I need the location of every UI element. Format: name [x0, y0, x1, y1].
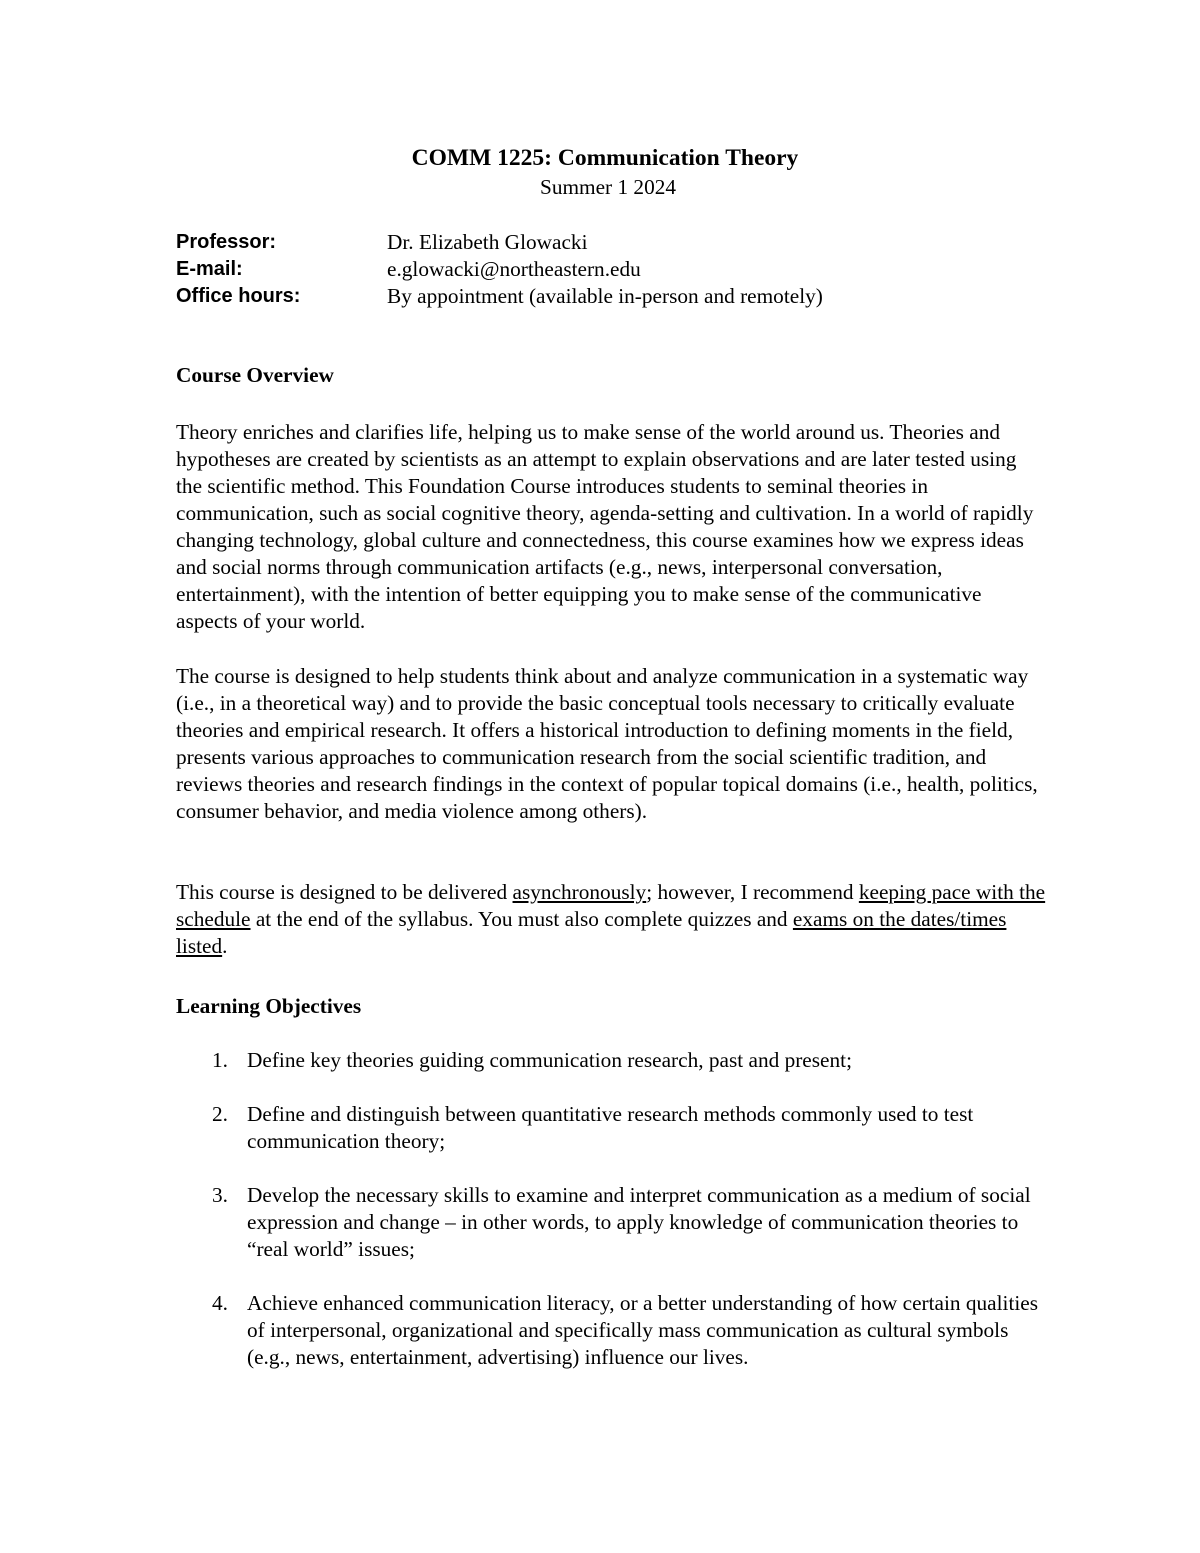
list-item-text: Define and distinguish between quantitative research methods commonly used to test communication theory;	[247, 1102, 974, 1153]
term-subtitle: Summer 1 2024	[539, 175, 677, 199]
email-value: e.glowacki@northeastern.edu	[387, 257, 641, 281]
office-hours-label: Office hours:	[176, 285, 301, 307]
list-item-number: 2.	[212, 1102, 228, 1126]
keeping-pace-underlined: keeping pace with the schedule	[176, 880, 1046, 931]
page-title: COMM 1225: Communication Theory	[411, 145, 799, 171]
para3-text-1: This course is designed to be delivered	[176, 880, 513, 904]
overview-paragraph-1-text: Theory enriches and clarifies life, helping us to make sense of the world around us. Theories and hypotheses are created by scientists as an attempt to explain observations and are later tested using the scientific method. This Foundation Course introduces students to seminal theories in communication, such as social cognitive theory, agenda-setting and cultivation. In a world of rapidly changing technology, global culture and connectedness, this course examines how we express ideas and social norms through communication artifacts (e.g., news, interpersonal conversation, entertainment), with the intention of better equipping you to make sense of the communicative aspects of your world.	[176, 420, 1034, 633]
email-row	[176, 256, 1076, 283]
professor-label: Professor:	[176, 231, 277, 253]
list-item-number: 4.	[212, 1291, 228, 1315]
overview-paragraph-2-text: The course is designed to help students think about and analyze communication in a systematic way (i.e., in a theoretical way) and to provide the basic conceptual tools necessary to critically evaluate theories and empirical research. It offers a historical introduction to defining moments in the field, presents various approaches to communication research from the social scientific tradition, and reviews theories and research findings in the context of popular topical domains (i.e., health, politics, consumer behavior, and media violence among others).	[176, 664, 1038, 823]
asynchronously-underlined: asynchronously	[512, 880, 647, 904]
para3-text-4: .	[222, 934, 228, 958]
para3-text-2: ; however, I recommend	[646, 880, 859, 904]
list-item-text: Develop the necessary skills to examine and interpret communication as a medium of social expression and change – in other words, to apply knowledge of communication theories to “real world” issues;	[247, 1183, 1031, 1261]
overview-paragraph-3	[176, 879, 1046, 960]
list-item-number: 3.	[212, 1183, 228, 1207]
professor-row	[176, 229, 1076, 256]
learning-objectives-heading: Learning Objectives	[176, 994, 362, 1018]
office-hours-row	[176, 283, 1076, 310]
list-item-text: Define key theories guiding communication research, past and present;	[247, 1048, 852, 1072]
para3-text-3: at the end of the syllabus. You must also complete quizzes and	[250, 907, 793, 931]
overview-paragraph-3-text	[176, 879, 1046, 960]
overview-paragraph-1	[176, 419, 1046, 635]
list-item-text: Achieve enhanced communication literacy, or a better understanding of how certain qualities of interpersonal, organizational and specifically mass communication as cultural symbols (e.g., news, entertainment, advertising) influence our lives.	[247, 1291, 1039, 1369]
list-item-number: 1.	[212, 1048, 228, 1072]
email-label: E-mail:	[176, 258, 243, 280]
professor-value: Dr. Elizabeth Glowacki	[387, 230, 588, 254]
overview-paragraph-2	[176, 663, 1046, 825]
office-hours-value: By appointment (available in-person and remotely)	[387, 284, 823, 308]
course-overview-heading: Course Overview	[176, 363, 334, 387]
exams-dates-underlined: exams on the dates/times listed	[176, 907, 1007, 958]
